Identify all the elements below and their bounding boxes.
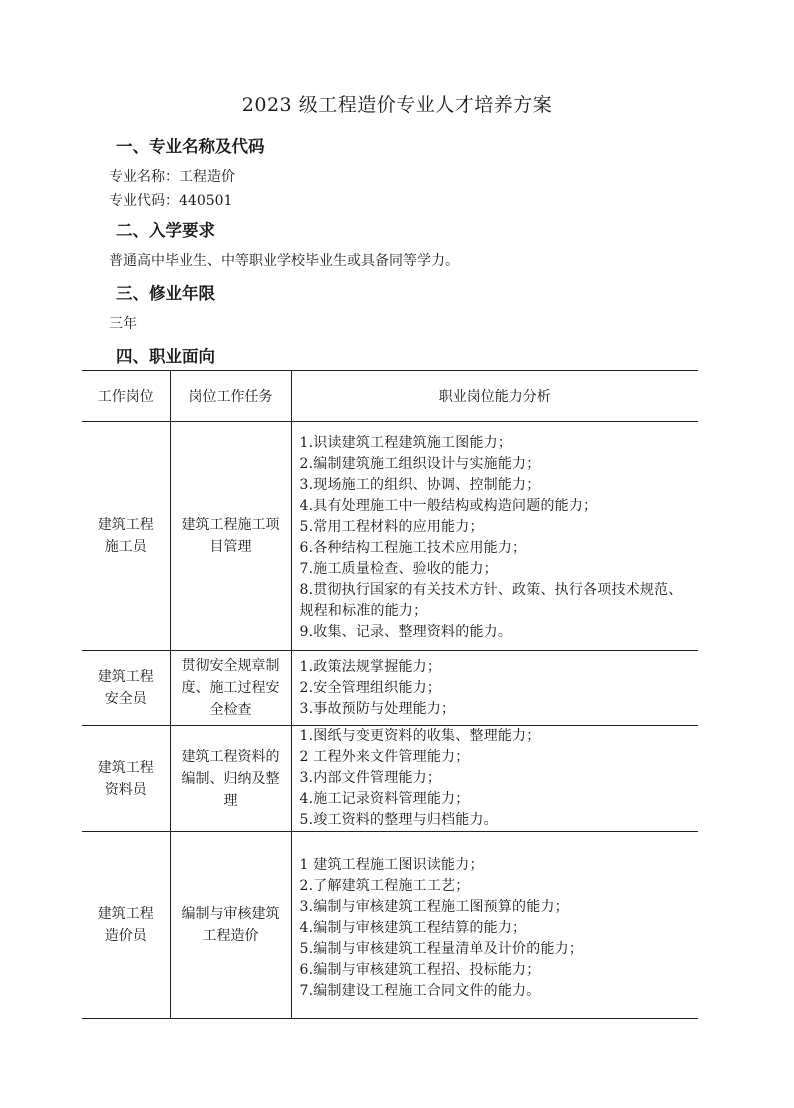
ability-cell — [291, 651, 698, 726]
ability-item: 6.编制与审核建筑工程招、投标能力； — [299, 961, 541, 978]
ability-cell — [291, 726, 698, 832]
section-heading-duration: 三、修业年限 — [116, 284, 215, 303]
table-row — [82, 651, 698, 726]
ability-item: 1.政策法规掌握能力； — [299, 658, 442, 675]
post-cell: 建筑工程资料员 — [82, 726, 170, 832]
ability-item: 3.编制与审核建筑工程施工图预算的能力； — [299, 898, 569, 915]
ability-item: 1 建筑工程施工图识读能力； — [299, 856, 484, 873]
ability-item: 2.编制建筑施工组织设计与实施能力； — [299, 456, 541, 472]
ability-item: 1.图纸与变更资料的收集、整理能力； — [299, 728, 541, 744]
ability-item: 2 工程外来文件管理能力； — [299, 749, 470, 765]
ability-item: 8.贯彻执行国家的有关技术方针、政策、执行各项技术规范、规程和标准的能力； — [299, 582, 683, 619]
ability-item: 6.各种结构工程施工技术应用能力； — [299, 540, 527, 556]
ability-item: 7.编制建设工程施工合同文件的能力。 — [299, 982, 541, 999]
task-cell: 建筑工程施工项目管理 — [170, 422, 291, 651]
ability-item: 5.编制与审核建筑工程量清单及计价的能力； — [299, 940, 584, 957]
major-name-line: 专业名称：工程造价 — [109, 169, 235, 185]
ability-item: 2.了解建筑工程施工工艺； — [299, 877, 470, 894]
section-heading-major-name: 一、专业名称及代码 — [116, 137, 265, 156]
table-row — [82, 832, 698, 1019]
ability-item: 4.编制与审核建筑工程结算的能力； — [299, 919, 527, 936]
ability-item: 4.具有处理施工中一般结构或构造问题的能力； — [299, 498, 598, 514]
ability-item: 3.内部文件管理能力； — [299, 770, 442, 786]
header-post: 工作岗位 — [82, 371, 170, 422]
task-cell: 建筑工程资料的编制、归纳及整理 — [170, 726, 291, 832]
post-cell: 建筑工程安全员 — [82, 651, 170, 726]
ability-item: 3.事故预防与处理能力； — [299, 700, 456, 717]
ability-item: 5.常用工程材料的应用能力； — [299, 519, 484, 535]
task-cell: 编制与审核建筑工程造价 — [170, 832, 291, 1019]
ability-item: 3.现场施工的组织、协调、控制能力； — [299, 477, 541, 493]
header-ability: 职业岗位能力分析 — [291, 371, 698, 422]
ability-item: 5.竣工资料的整理与归档能力。 — [299, 812, 498, 828]
ability-item: 4.施工记录资料管理能力； — [299, 791, 470, 807]
header-task: 岗位工作任务 — [170, 371, 291, 422]
section-heading-career: 四、职业面向 — [116, 347, 215, 366]
ability-item: 2.安全管理组织能力； — [299, 679, 442, 696]
section-heading-admission: 二、入学要求 — [116, 221, 215, 240]
task-cell: 贯彻安全规章制度、施工过程安全检查 — [170, 651, 291, 726]
admission-text: 普通高中毕业生、中等职业学校毕业生或具备同等学力。 — [109, 253, 459, 269]
ability-cell — [291, 832, 698, 1019]
table-row — [82, 726, 698, 832]
page-title: 2023 级工程造价专业人才培养方案 — [241, 94, 553, 116]
major-code-line: 专业代码：440501 — [109, 193, 233, 209]
table-row — [82, 422, 698, 651]
table-header-row — [82, 371, 698, 422]
post-cell: 建筑工程施工员 — [82, 422, 170, 651]
ability-item: 9.收集、记录、整理资料的能力。 — [299, 624, 513, 640]
duration-text: 三年 — [109, 316, 137, 332]
ability-cell — [291, 422, 698, 651]
ability-item: 1.识读建筑工程建筑施工图能力； — [299, 435, 513, 451]
post-cell: 建筑工程造价员 — [82, 832, 170, 1019]
career-table — [82, 370, 698, 1019]
ability-item: 7.施工质量检查、验收的能力； — [299, 561, 498, 577]
